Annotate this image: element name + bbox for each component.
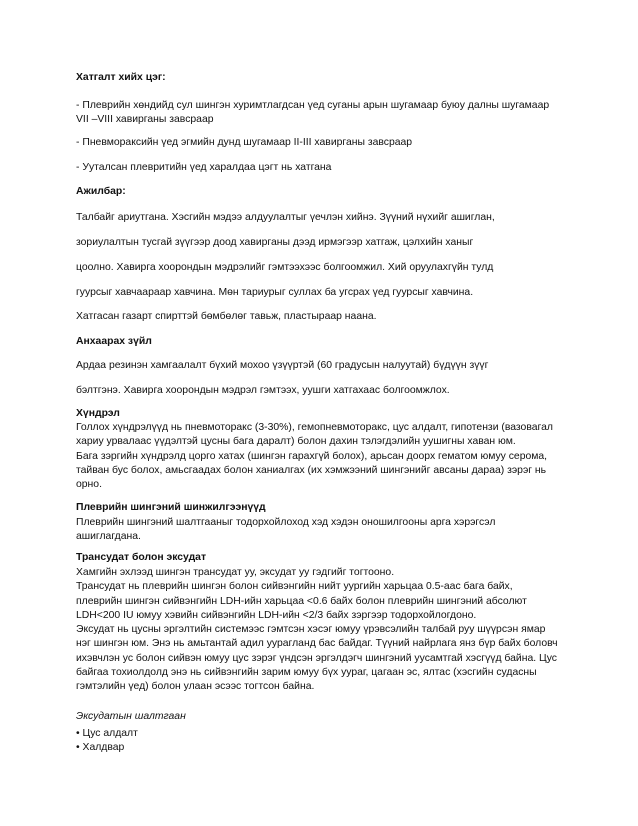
text-line: Хамгийн эхлээд шингэн трансудат уу, эксудат уу гэдгийг тогтооно. — [76, 567, 395, 578]
transudate-exudate-paragraph — [76, 566, 576, 695]
analysis-paragraph — [76, 516, 576, 545]
complications-paragraph — [76, 421, 576, 492]
puncture-site-item: - Ууталсан плевритийн үед харалдаа цэгт нь хатгана — [76, 162, 332, 173]
text-line: Бага зэргийн хүндрэлд цорго хатах (шингэн гарахгүй болох), арьсан доорх гематом юмуу серома, — [76, 450, 548, 462]
text-line: ихэвчлэн ус болон сийвэн юмуу цус зэрэг үндсэн эргэлдэгч шингэний уусамтгай хэсгүүд байна. Цус — [76, 652, 557, 664]
text-line: нэг шингэн юм. Энэ нь амьтантай адил уурагланд бас байдаг. Түүний найрлага янз бүр байх боловч — [76, 638, 558, 650]
text-line: Эксудат нь цусны эргэлтийн системээс гэмтсэн хэсэг юмуу үрэвсэлийн талбай руу шүүрсэн ямар — [76, 624, 546, 636]
text-line: байгаа тохиолдолд энэ нь сийвэнгийн зарим юмуу бүх уураг, цагаан эс, ялтас (хэсгийн судасны — [76, 667, 537, 679]
text-line: гэмтэлийн үед) болон улаан эсээс тогтсон байна. — [76, 681, 315, 693]
list-item: • Цус алдалт — [76, 728, 138, 739]
text-line: VII –VIII хавирганы завсраар — [76, 114, 214, 126]
text-line: Трансудат нь плеврийн шингэн болон сийвэнгийн нийт уургийн харьцаа 0.5-аас бага байх, — [76, 581, 513, 593]
text-line: тайван бус болох, амьсгаадах болон ханиалгах (их хэмжээний шингэнийг авсаны дараа) зэрэг нь — [76, 464, 547, 476]
text-line: Голлох хүндрэлүүд нь пневмоторакс (3-30%), гемопневмоторакс, цус алдалт, гипотензи (вазовагал — [76, 422, 553, 433]
puncture-site-item: - Пневмораксийн үед эгмийн дунд шугамаар II-III хавирганы завсраар — [76, 137, 413, 148]
exudate-causes-heading: Эксудатын шалтгаан — [76, 711, 186, 722]
text-line: Ардаа резинэн хамгаалалт бүхий мохоо үзүүртэй (60 градусын налуутай) бүдүүн зүүг — [76, 360, 489, 371]
text-line: Плеврийн шингэний шалтгааныг тодорхойлоход хэд хэдэн оношилгооны арга хэрэгсэл — [76, 517, 496, 528]
text-line: зориулалтын тусгай зүүгээр доод хавирганы дээд ирмэгээр хатгаж, цэлхийн ханыг — [76, 237, 474, 248]
text-line: цоолно. Хавирга хоорондын мэдрэлийг гэмтээхээс болгоомжил. Хий оруулахгүйн тулд — [76, 262, 494, 273]
text-line: LDH<200 IU юмуу хэвийн сийвэнгийн LDH-ийн <2/3 байх зэргээр тодорхойлогдоно. — [76, 609, 477, 621]
text-line: хариу урвалаас үүдэлтэй цусны бага даралт) болон дахин тэлэгдэлийн уушигны хаван юм. — [76, 436, 516, 448]
text-line: - Плеврийн хөндийд сул шингэн хуримтлагдсан үед суганы арын шугамаар буюу далны шугамаар — [76, 100, 550, 111]
precautions-heading: Анхаарах зүйл — [76, 336, 152, 347]
text-line: бэлтгэнэ. Хавирга хоорондын мэдрэл гэмтээх, уушги хатгахаас болгоомжлох. — [76, 385, 450, 396]
transudate-exudate-heading: Трансудат болон эксудат — [76, 552, 207, 563]
puncture-site-item — [76, 99, 576, 128]
text-line: плеврийн шингэн сийвэнгийн LDH-ийн харьцаа <0.6 байх болон плеврийн шингэний абсолют — [76, 595, 527, 607]
text-line: Талбайг ариутгана. Хэсгийн мэдээ алдуулалтыг үечлэн хийнэ. Зүүний нүхийг ашиглан, — [76, 212, 495, 223]
text-line: ашиглагдана. — [76, 531, 141, 543]
text-line: гуурсыг хавчаараар хавчина. Мөн тариурыг суллах ба угсрах үед гуурсыг хавчина. — [76, 287, 474, 298]
exudate-causes-list — [76, 727, 576, 756]
text-line: орно. — [76, 479, 102, 491]
text-line: Хатгасан газарт спирттэй бөмбөлөг тавьж, пластыраар наана. — [76, 311, 377, 322]
analysis-heading: Плеврийн шингэний шинжилгээнүүд — [76, 502, 266, 513]
list-item: • Халдвар — [76, 742, 125, 754]
puncture-site-heading: Хатгалт хийх цэг: — [76, 72, 166, 83]
complications-heading: Хүндрэл — [76, 408, 120, 419]
procedure-heading: Ажилбар: — [76, 186, 126, 197]
